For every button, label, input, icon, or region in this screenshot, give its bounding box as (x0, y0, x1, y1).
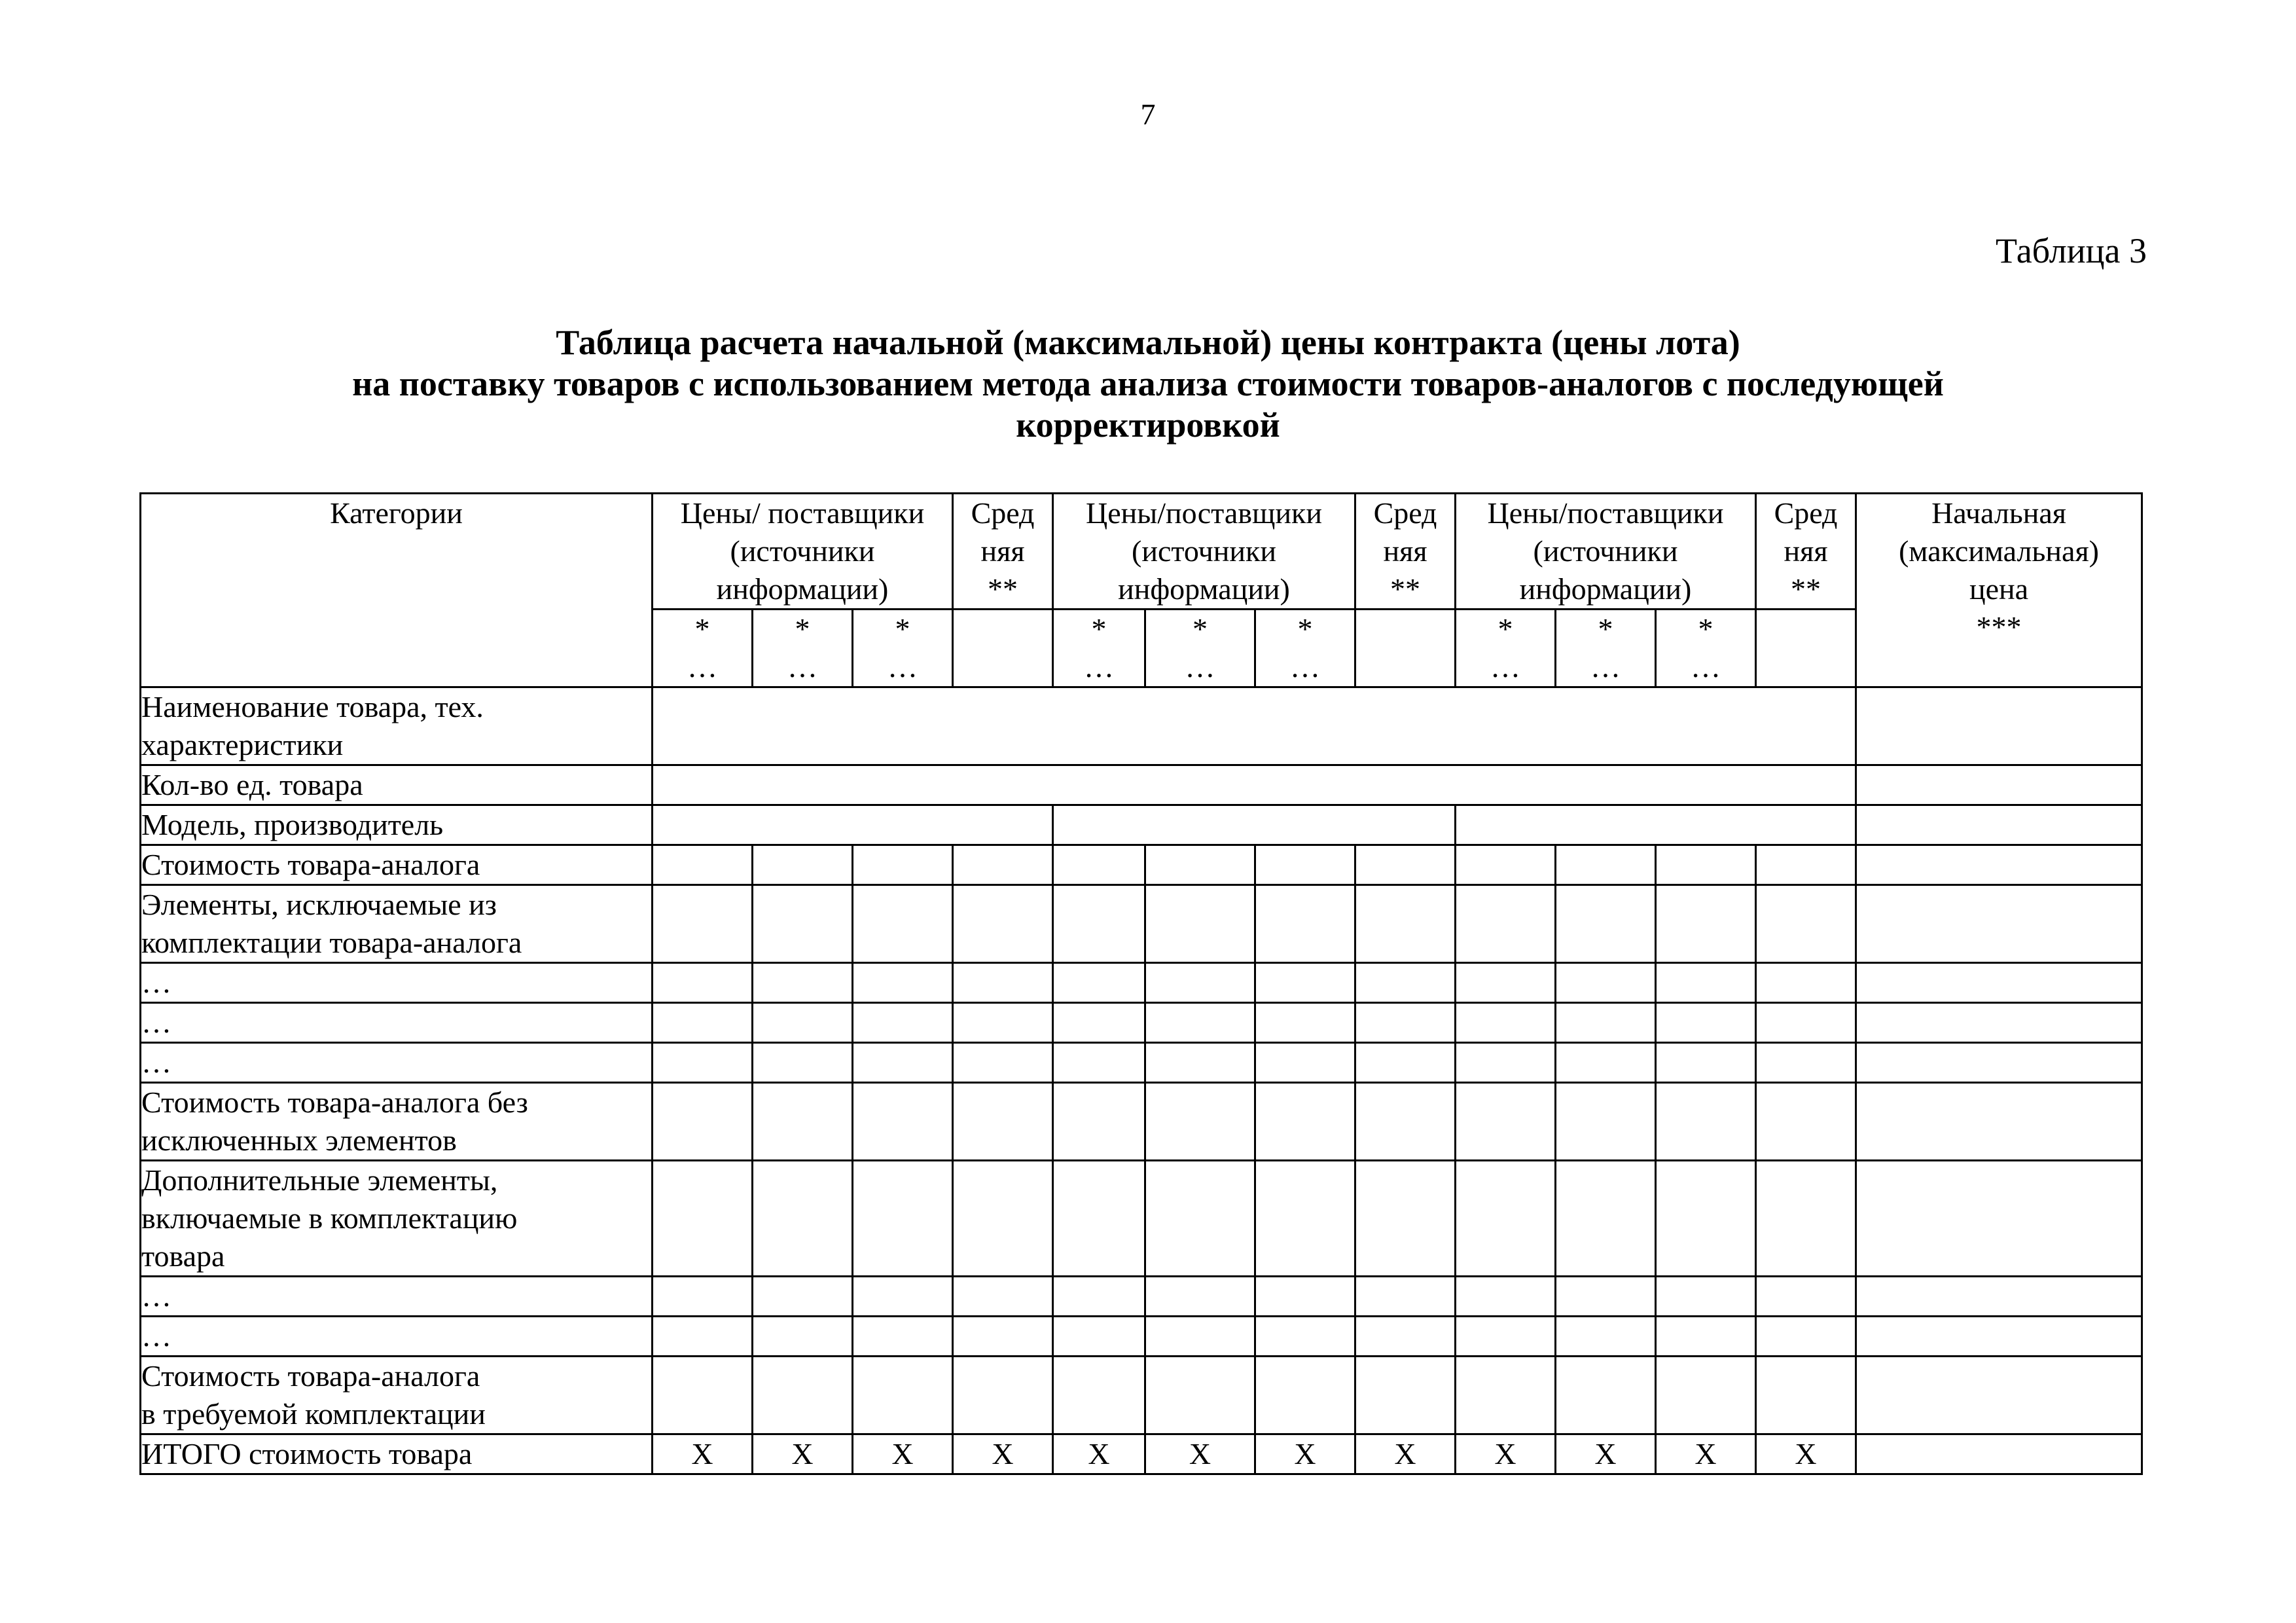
merged-cell (653, 687, 1856, 765)
header-line: информации) (1118, 572, 1290, 606)
title-line: на поставку товаров с использованием метода анализа стоимости товаров-аналогов с последующей (352, 364, 1944, 403)
total-mark: Х (1053, 1434, 1145, 1474)
table-row (141, 1161, 2142, 1277)
table-row (141, 1277, 2142, 1317)
table-cell (1856, 1434, 2142, 1474)
row-label-excluded: Элементы, исключаемые из комплектации товара-аналога (141, 885, 653, 963)
total-mark: Х (1255, 1434, 1355, 1474)
header-line: Начальная (1931, 496, 2066, 530)
total-mark: Х (1355, 1434, 1456, 1474)
header-row (141, 494, 2142, 610)
source-cell: * … (1053, 610, 1145, 687)
table-label: Таблица 3 (1996, 231, 2147, 270)
header-prices-suppliers (653, 494, 953, 610)
header-line: информации) (716, 572, 889, 606)
header-line: Сред (1373, 496, 1437, 530)
table-cell (1856, 805, 2142, 845)
total-mark: Х (1756, 1434, 1856, 1474)
header-average (1756, 494, 1856, 610)
table-row (141, 765, 2142, 805)
row-label-additional: Дополнительные элементы, включаемые в комплектацию товара (141, 1161, 653, 1277)
table-row (141, 1317, 2142, 1357)
header-line: Цены/поставщики (1487, 496, 1724, 530)
header-line: ** (1390, 572, 1421, 606)
table-row (141, 805, 2142, 845)
source-cell: * … (853, 610, 953, 687)
page-number: 7 (1140, 98, 1156, 131)
header-line: Сред (971, 496, 1035, 530)
header-average (1355, 494, 1456, 610)
row-label-cost-without: Стоимость товара-аналога без исключенных элементов (141, 1083, 653, 1161)
header-line: (источники (1132, 534, 1277, 568)
merged-cell (1053, 805, 1456, 845)
header-line: Цены/поставщики (1086, 496, 1322, 530)
total-mark: Х (953, 1434, 1053, 1474)
table-cell (1856, 687, 2142, 765)
row-label-cost-required: Стоимость товара-аналога в требуемой комплектации (141, 1357, 653, 1434)
header-line: информации) (1519, 572, 1692, 606)
table-row (141, 1043, 2142, 1083)
table-row (141, 885, 2142, 963)
row-label-ellipsis: … (141, 1317, 653, 1357)
header-line: (максимальная) (1899, 534, 2099, 568)
table-row (141, 845, 2142, 885)
total-mark: Х (753, 1434, 853, 1474)
header-categories: Категории (141, 494, 653, 687)
merged-cell (653, 765, 1856, 805)
title-line: корректировкой (1016, 405, 1280, 445)
row-label-model: Модель, производитель (141, 805, 653, 845)
total-mark: Х (853, 1434, 953, 1474)
title-line: Таблица расчета начальной (максимальной) цены контракта (цены лота) (556, 323, 1740, 362)
header-line: (источники (1533, 534, 1678, 568)
merged-cell (653, 805, 1053, 845)
source-cell: * … (1145, 610, 1255, 687)
row-label-qty: Кол-во ед. товара (141, 765, 653, 805)
total-mark: Х (1145, 1434, 1255, 1474)
table-row (141, 1357, 2142, 1434)
header-line: цена (1969, 572, 2029, 606)
table-row (141, 1083, 2142, 1161)
table-row (141, 687, 2142, 765)
header-line: Цены/ поставщики (680, 496, 925, 530)
header-average (953, 494, 1053, 610)
row-label-ellipsis: … (141, 1277, 653, 1317)
merged-cell (1456, 805, 1856, 845)
average-cell (953, 610, 1053, 687)
table-row (141, 963, 2142, 1003)
price-calculation-table (139, 492, 2143, 1475)
source-cell: * … (1656, 610, 1756, 687)
source-cell: * … (1456, 610, 1556, 687)
row-label-name: Наименование товара, тех. характеристики (141, 687, 653, 765)
row-label-ellipsis: … (141, 1003, 653, 1043)
header-initial-price (1856, 494, 2142, 687)
header-line: (источники (730, 534, 875, 568)
average-cell (1355, 610, 1456, 687)
header-line: няя (1784, 534, 1828, 568)
header-line: няя (1383, 534, 1427, 568)
table-cell (1856, 765, 2142, 805)
table-row-total (141, 1434, 2142, 1474)
header-line: Сред (1774, 496, 1838, 530)
total-mark: Х (1656, 1434, 1756, 1474)
header-line: няя (980, 534, 1025, 568)
table-row (141, 1003, 2142, 1043)
document-title (196, 322, 2100, 446)
source-cell: * … (653, 610, 753, 687)
row-label-cost: Стоимость товара-аналога (141, 845, 653, 885)
source-cell: * … (1255, 610, 1355, 687)
row-label-total: ИТОГО стоимость товара (141, 1434, 653, 1474)
average-cell (1756, 610, 1856, 687)
total-mark: Х (653, 1434, 753, 1474)
row-label-ellipsis: … (141, 1043, 653, 1083)
header-line: *** (1976, 610, 2022, 644)
header-line: ** (1791, 572, 1821, 606)
header-prices-suppliers (1053, 494, 1355, 610)
header-line: ** (988, 572, 1018, 606)
total-mark: Х (1556, 1434, 1656, 1474)
row-label-ellipsis: … (141, 963, 653, 1003)
total-mark: Х (1456, 1434, 1556, 1474)
source-cell: * … (753, 610, 853, 687)
header-prices-suppliers (1456, 494, 1756, 610)
source-cell: * … (1556, 610, 1656, 687)
